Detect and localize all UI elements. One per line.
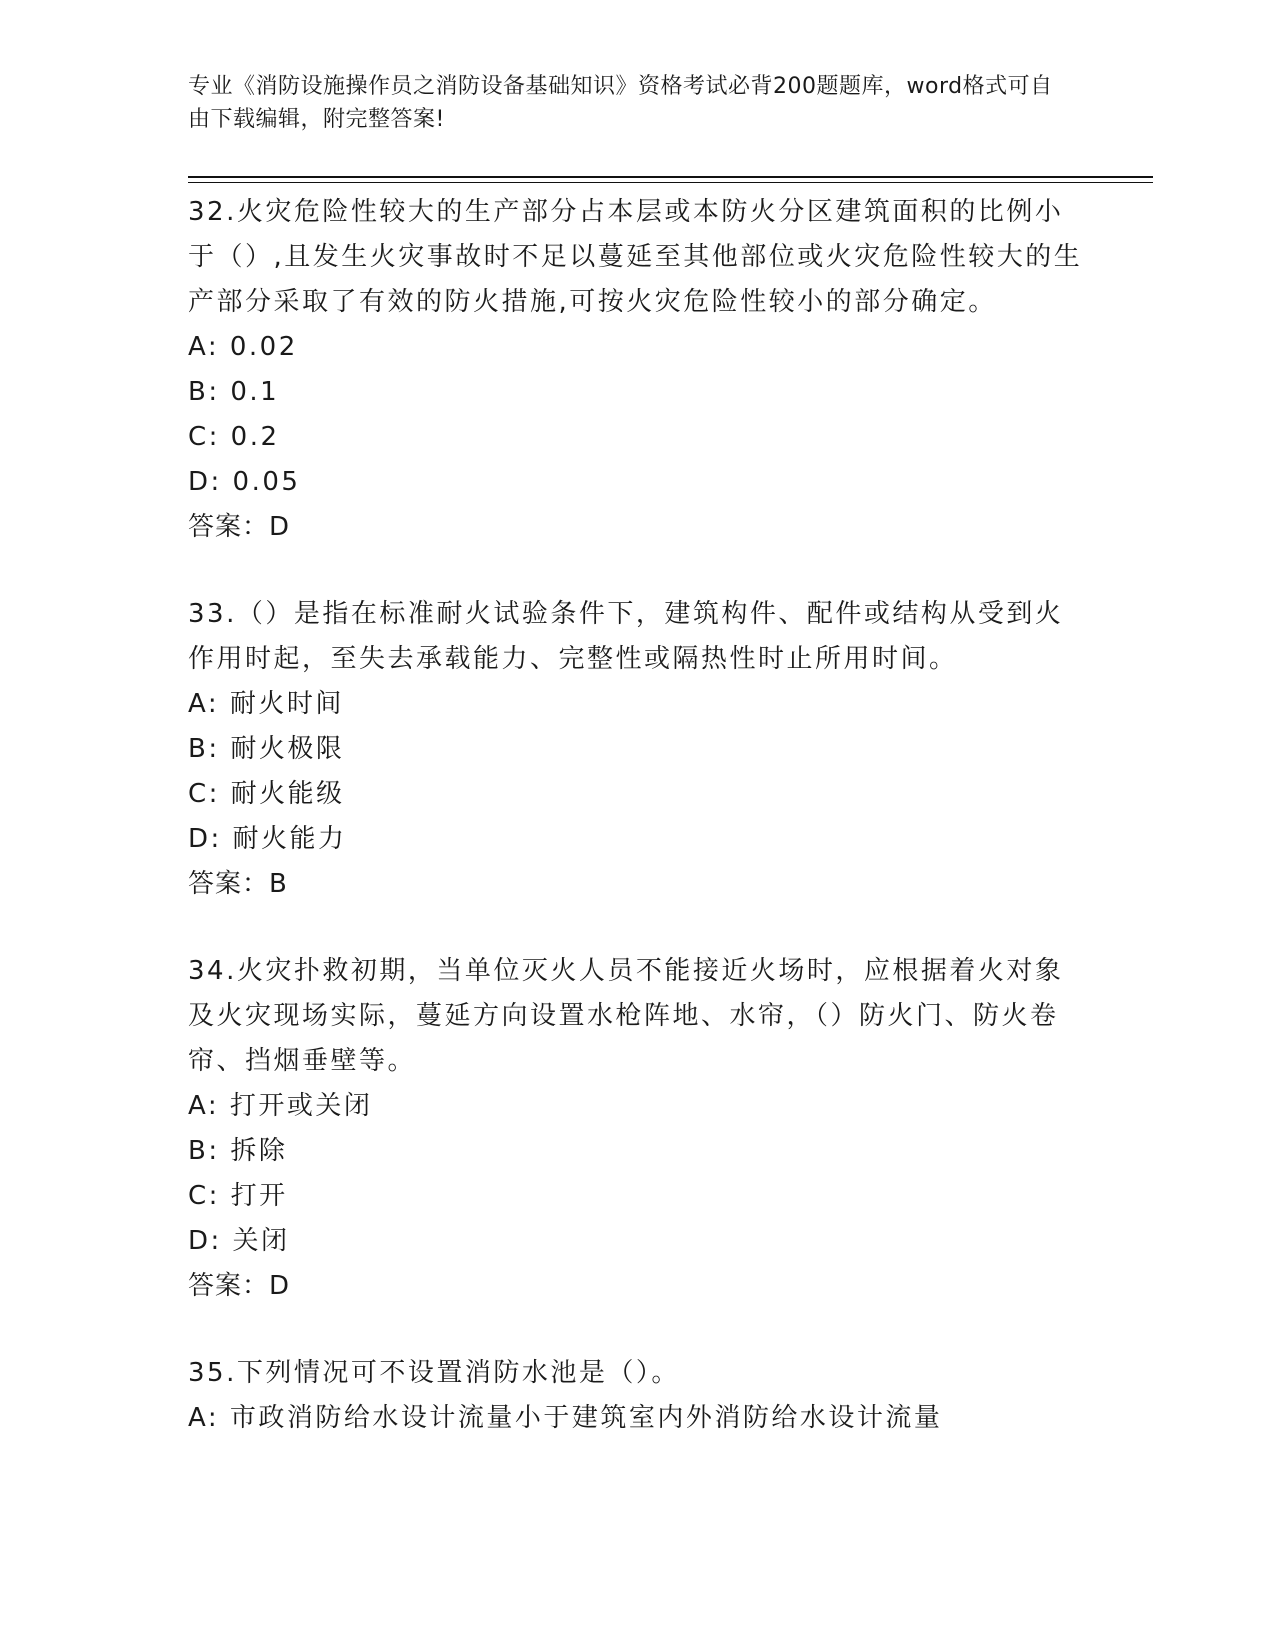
document-header: 专业《消防设施操作员之消防设备基础知识》资格考试必背200题题库，word格式可自由下载编辑，附完整答案! <box>188 74 1053 132</box>
question-stem: 34.火灾扑救初期，当单位灭火人员不能接近火场时，应根据着火对象及火灾现场实际，蔓延方向设置水枪阵地、水帘，（）防火门、防火卷帘、挡烟垂壁等。 <box>188 956 1064 1076</box>
answer-line: 答案：D <box>188 512 291 542</box>
answer-line: 答案：B <box>188 869 288 899</box>
question-32 <box>188 190 1088 550</box>
header-rule-thick <box>188 176 1153 178</box>
option-b: B: 耐火极限 <box>188 734 345 764</box>
question-33 <box>188 592 1088 907</box>
option-b: B: 0.1 <box>188 377 280 407</box>
option-a: A: 打开或关闭 <box>188 1091 373 1121</box>
header-rule-thin <box>188 182 1153 183</box>
option-c: C: 0.2 <box>188 422 280 452</box>
option-a: A: 市政消防给水设计流量小于建筑室内外消防给水设计流量 <box>188 1403 943 1433</box>
option-d: D: 耐火能力 <box>188 824 347 854</box>
question-stem: 33.（）是指在标准耐火试验条件下，建筑构件、配件或结构从受到火作用时起，至失去承载能力、完整性或隔热性时止所用时间。 <box>188 599 1064 674</box>
question-stem: 35.下列情况可不设置消防水池是（）。 <box>188 1358 680 1388</box>
option-d: D: 0.05 <box>188 467 301 497</box>
question-stem: 32.火灾危险性较大的生产部分占本层或本防火分区建筑面积的比例小于（）,且发生火灾事故时不足以蔓延至其他部位或火灾危险性较大的生产部分采取了有效的防火措施,可按火灾危险性较小的部分确定。 <box>188 197 1083 317</box>
question-34 <box>188 949 1088 1309</box>
option-a: A: 0.02 <box>188 332 298 362</box>
option-b: B: 拆除 <box>188 1136 288 1166</box>
option-c: C: 打开 <box>188 1181 288 1211</box>
answer-line: 答案：D <box>188 1271 291 1301</box>
question-35 <box>188 1351 1088 1441</box>
option-d: D: 关闭 <box>188 1226 290 1256</box>
option-a: A: 耐火时间 <box>188 689 344 719</box>
question-list <box>188 190 1088 1483</box>
option-c: C: 耐火能级 <box>188 779 345 809</box>
